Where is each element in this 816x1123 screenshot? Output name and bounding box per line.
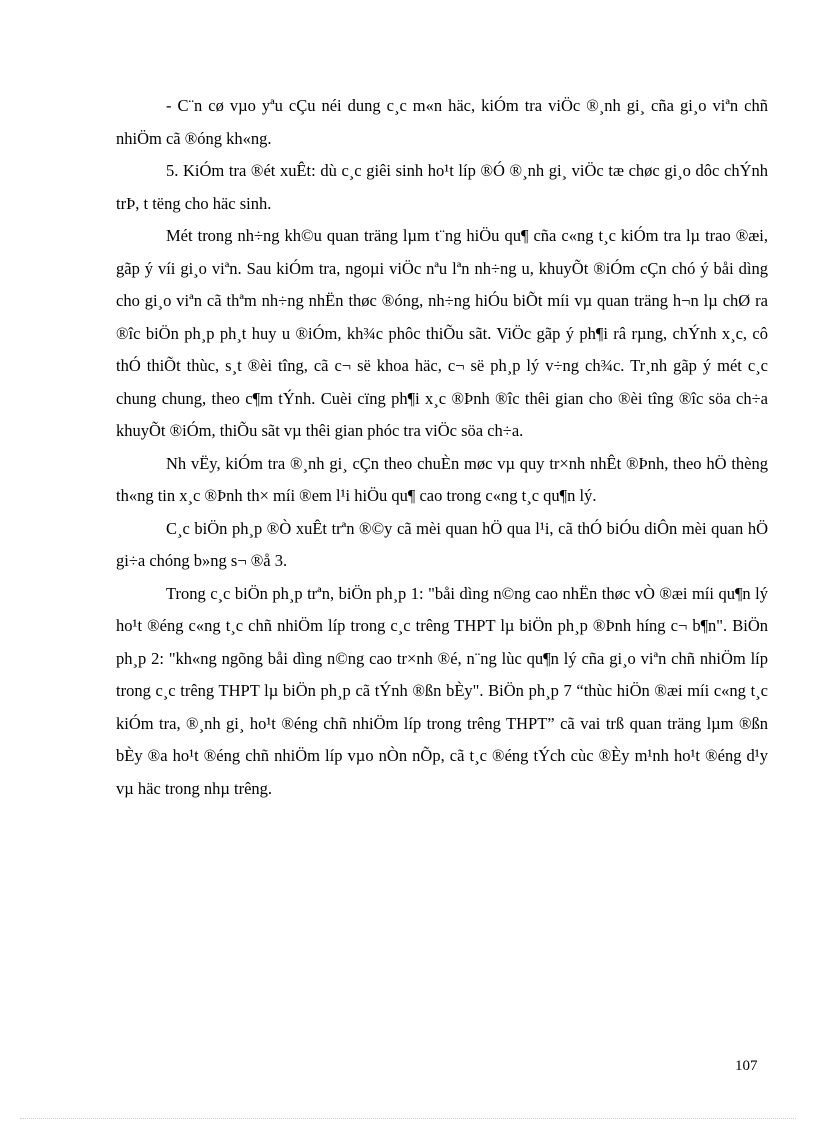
paragraph-3: Mét trong nh÷ng kh©u quan träng lµm t¨ng hiÖu qu¶ cña c«ng t¸c kiÓm tra lµ trao ®æi, gãp ý víi gi¸o viªn. Sau kiÓm tra, ngoµi viÖc nªu lªn nh÷ng u, khuyÕt ®iÓm cÇn chó ý båi dìng cho gi¸o viªn cã thªm nh÷ng nhËn thøc ®óng, nh÷ng hiÓu biÕt míi vµ quan träng h¬n lµ chØ ra ®îc biÖn ph¸p ph¸t huy u ®iÓm, kh¾c phôc thiÕu sãt. ViÖc gãp ý ph¶i râ rµng, chÝnh x¸c, cô thÓ thiÕt thùc, s¸t ®èi tîng, cã c¬ së khoa häc, c¬ së ph¸p lý v÷ng ch¾c. Tr¸nh gãp ý mét c¸c chung chung, theo c¶m tÝnh. Cuèi cïng ph¶i x¸c ®Þnh ®îc thêi gian cho ®èi tîng ®îc söa ch÷a khuyÕt ®iÓm, thiÕu sãt vµ thêi gian phóc tra viÖc söa ch÷a.: [116, 226, 768, 440]
page-number: 107: [735, 1058, 758, 1074]
paragraph-5: C¸c biÖn ph¸p ®Ò xuÊt trªn ®©y cã mèi quan hÖ qua l¹i, cã thÓ biÓu diÔn mèi quan hÖ gi÷a chóng b»ng s¬ ®å 3.: [116, 518, 768, 570]
paragraph-1: - C¨n cø vµo yªu cÇu néi dung c¸c m«n häc, kiÓm tra viÖc ®¸nh gi¸ cña gi¸o viªn chñ nhiÖm cã ®óng kh«ng.: [116, 96, 768, 148]
page-bottom-divider: [20, 1118, 796, 1119]
paragraph-6: Trong c¸c biÖn ph¸p trªn, biÖn ph¸p 1: "båi dìng n©ng cao nhËn thøc vÒ ®æi míi qu¶n lý ho¹t ®éng c«ng t¸c chñ nhiÖm líp trong c¸c trêng THPT lµ biÖn ph¸p ®Þnh híng c¬ b¶n". BiÖn ph¸p 2: "kh«ng ngõng båi dìng n©ng cao tr×nh ®é, n¨ng lùc qu¶n lý cña gi¸o viªn chñ nhiÖm líp trong c¸c trêng THPT lµ biÖn ph¸p cã tÝnh ®ßn bÈy". BiÖn ph¸p 7 “thùc hiÖn ®æi míi c«ng t¸c kiÓm tra, ®¸nh gi¸ ho¹t ®éng chñ nhiÖm líp trong trêng THPT” cã vai trß quan träng lµm ®ßn bÈy ®a ho¹t ®éng chñ nhiÖm líp vµo nÒn nÕp, cã t¸c ®éng tÝch cùc ®Èy m¹nh ho¹t ®éng d¹y vµ häc trong nhµ trêng.: [116, 583, 768, 798]
paragraph-4: Nh vËy, kiÓm tra ®¸nh gi¸ cÇn theo chuÈn møc vµ quy tr×nh nhÊt ®Þnh, theo hÖ thèng th«ng tin x¸c ®Þnh th× míi ®em l¹i hiÖu qu¶ cao trong c«ng t¸c qu¶n lý.: [116, 453, 768, 505]
paragraph-2: 5. KiÓm tra ®ét xuÊt: dù c¸c giêi sinh ho¹t líp ®Ó ®¸nh gi¸ viÖc tæ chøc gi¸o dôc chÝnh trÞ, t tëng cho häc sinh.: [116, 161, 768, 213]
body-text: [116, 90, 768, 805]
